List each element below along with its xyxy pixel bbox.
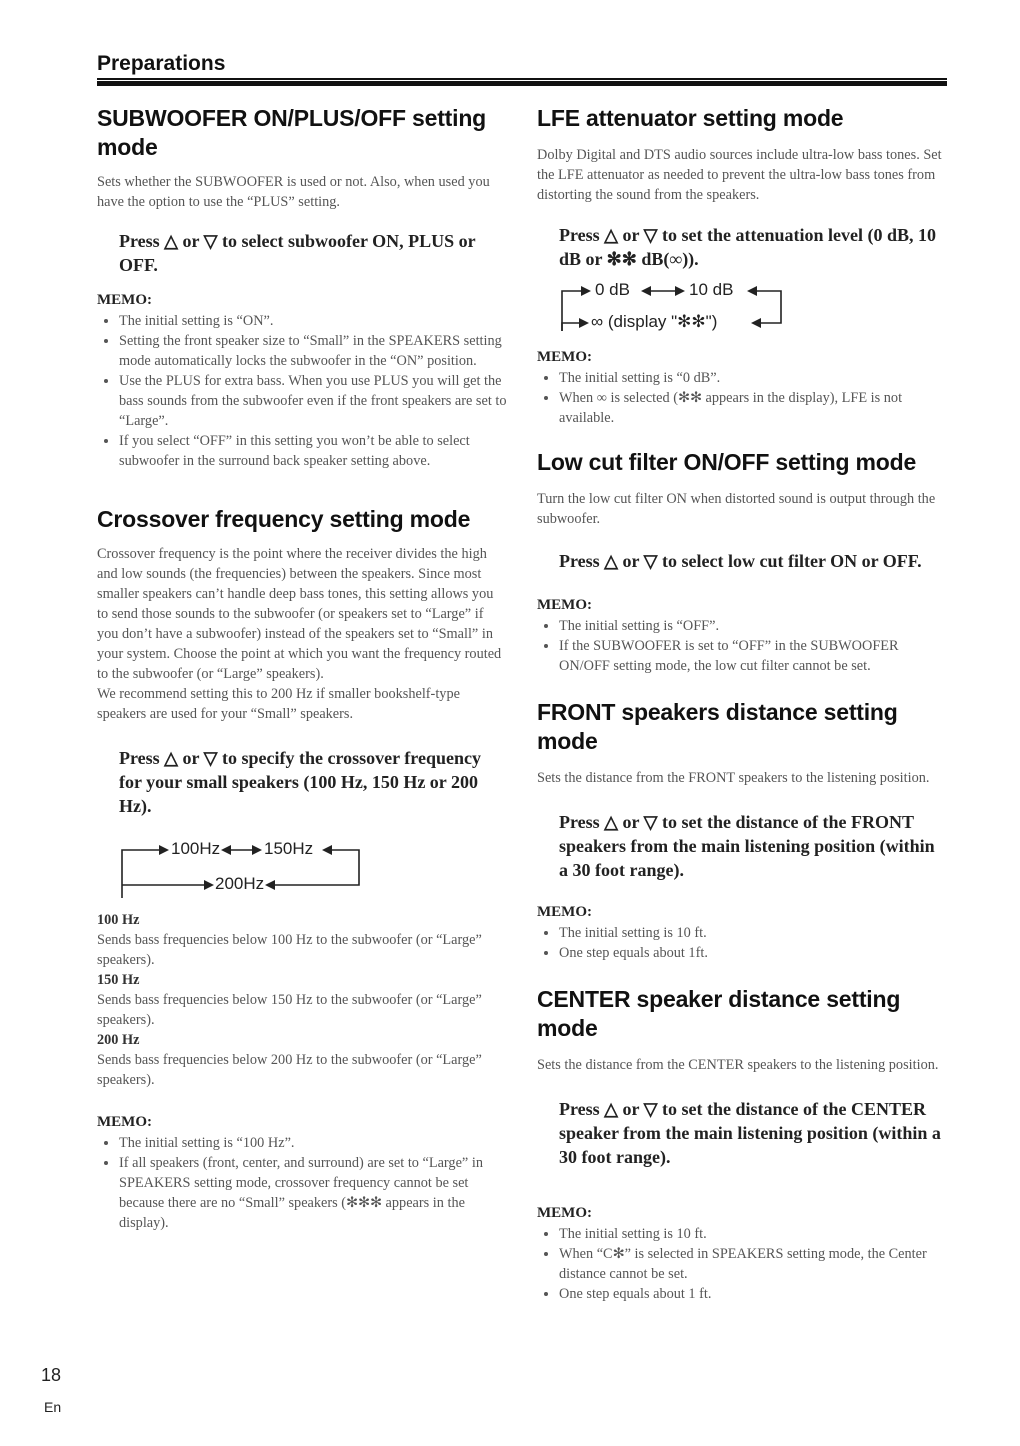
crossover-title: Crossover frequency setting mode xyxy=(97,506,471,532)
memo-item: • The initial setting is 10 ft. xyxy=(559,1224,947,1244)
term-label: 150 Hz xyxy=(97,972,140,988)
lfe-option-10db: 10 dB xyxy=(689,280,734,299)
crossover-step: Press △ or ▽ to specify the crossover frequency for your small speakers (100 Hz, 150 Hz or 200 Hz). xyxy=(119,748,481,816)
crossover-memo-list xyxy=(97,1133,507,1233)
memo-item: • If the SUBWOOFER is set to “OFF” in the SUBWOOFER ON/OFF setting mode, the low cut filter cannot be set. xyxy=(559,636,947,676)
term-desc: Sends bass frequencies below 100 Hz to the subwoofer (or “Large” speakers). xyxy=(97,932,482,968)
subwoofer-memo-list xyxy=(97,311,507,471)
term-label: 100 Hz xyxy=(97,912,140,928)
crossover-body: Crossover frequency is the point where the receiver divides the high and low sounds (the frequencies) between the speakers. Since most smaller speakers can’t handle deep bass tones, this setting allows you to send those sounds to the subwoofer (or speakers set to “Large” if you don’t have a subwoofer) instead of the speakers set to “Small” in your system. Choose the point at which you want the frequency routed to the subwoofer (or “Large” speakers). xyxy=(97,546,502,682)
lfe-step: Press △ or ▽ to set the attenuation level (0 dB, 10 dB or ✻✻ dB(∞)). xyxy=(559,225,936,269)
lowcut-section xyxy=(537,448,947,676)
subwoofer-title: SUBWOOFER ON/PLUS/OFF setting mode xyxy=(97,105,487,160)
memo-item: • When ∞ is selected (✻✻ appears in the display), LFE is not available. xyxy=(559,388,947,428)
header-rule xyxy=(97,78,947,80)
front-distance-body: Sets the distance from the FRONT speakers to the listening position. xyxy=(537,770,930,786)
lowcut-memo-list xyxy=(537,616,947,676)
subwoofer-step: Press △ or ▽ to select subwoofer ON, PLUS or OFF. xyxy=(119,231,476,275)
term-label: 200 Hz xyxy=(97,1032,140,1048)
center-distance-step: Press △ or ▽ to set the distance of the CENTER speaker from the main listening position (within a 30 foot range). xyxy=(559,1099,941,1167)
memo-item: • If you select “OFF” in this setting you won’t be able to select subwoofer in the surround back speaker setting above. xyxy=(119,431,507,471)
subwoofer-section xyxy=(97,104,507,471)
lfe-title: LFE attenuator setting mode xyxy=(537,105,844,131)
lowcut-title: Low cut filter ON/OFF setting mode xyxy=(537,449,917,475)
crossover-option-200: 200Hz xyxy=(215,874,265,893)
memo-item: • Use the PLUS for extra bass. When you use PLUS you will get the bass sounds from the subwoofer even if the front speakers are set to “Large”. xyxy=(119,371,507,431)
lfe-option-infinity: ∞ (display "✻✻") xyxy=(591,312,718,331)
term-desc: Sends bass frequencies below 200 Hz to the subwoofer (or “Large” speakers). xyxy=(97,1052,482,1088)
memo-item: • The initial setting is 10 ft. xyxy=(559,923,947,943)
memo-item: • When “C✻” is selected in SPEAKERS setting mode, the Center distance cannot be set. xyxy=(559,1244,947,1284)
left-column xyxy=(97,104,507,1233)
lowcut-step: Press △ or ▽ to select low cut filter ON or OFF. xyxy=(559,551,922,571)
center-distance-body: Sets the distance from the CENTER speakers to the listening position. xyxy=(537,1057,939,1073)
center-distance-title: CENTER speaker distance setting mode xyxy=(537,986,901,1041)
lowcut-body: Turn the low cut filter ON when distorted sound is output through the subwoofer. xyxy=(537,491,936,527)
header-rule-thick xyxy=(97,81,947,86)
lowcut-memo-title: MEMO: xyxy=(537,597,592,613)
center-memo-list xyxy=(537,1224,947,1304)
lfe-memo-list xyxy=(537,368,947,428)
front-distance-step: Press △ or ▽ to set the distance of the FRONT speakers from the main listening position (within a 30 foot range). xyxy=(559,812,935,880)
memo-item: • The initial setting is “ON”. xyxy=(119,311,507,331)
front-memo-list xyxy=(537,923,947,963)
memo-item: • The initial setting is “100 Hz”. xyxy=(119,1133,507,1153)
center-distance-section xyxy=(537,985,947,1304)
front-distance-section xyxy=(537,698,947,963)
memo-item: • The initial setting is “OFF”. xyxy=(559,616,947,636)
crossover-cycle-diagram xyxy=(119,838,419,902)
crossover-option-100: 100Hz xyxy=(171,839,221,858)
page-language: En xyxy=(44,1399,62,1415)
memo-item: • Setting the front speaker size to “Small” in the SPEAKERS setting mode automatically locks the subwoofer in the “ON” position. xyxy=(119,331,507,371)
crossover-section xyxy=(97,505,507,1233)
lfe-body: Dolby Digital and DTS audio sources include ultra-low bass tones. Set the LFE attenuator as needed to prevent the ultra-low bass tones from distorting the sound from the speakers. xyxy=(537,147,942,203)
term-desc: Sends bass frequencies below 150 Hz to the subwoofer (or “Large” speakers). xyxy=(97,992,482,1028)
lfe-memo-title: MEMO: xyxy=(537,349,592,365)
page-header-title: Preparations xyxy=(97,52,226,75)
front-distance-title: FRONT speakers distance setting mode xyxy=(537,699,898,754)
crossover-memo-title: MEMO: xyxy=(97,1114,152,1130)
front-memo-title: MEMO: xyxy=(537,904,592,920)
right-column xyxy=(537,104,947,1304)
crossover-body-2: We recommend setting this to 200 Hz if smaller bookshelf-type speakers are used for your “Small” speakers. xyxy=(97,686,460,722)
memo-item: • The initial setting is “0 dB”. xyxy=(559,368,947,388)
memo-item: • One step equals about 1 ft. xyxy=(559,1284,947,1304)
lfe-option-0db: 0 dB xyxy=(595,280,630,299)
memo-item: • If all speakers (front, center, and surround) are set to “Large” in SPEAKERS setting mode, crossover frequency cannot be set because there are no “Small” speakers (✻✻✻ appears in the display). xyxy=(119,1153,507,1233)
subwoofer-body: Sets whether the SUBWOOFER is used or not. Also, when used you have the option to use the “PLUS” setting. xyxy=(97,174,490,210)
center-memo-title: MEMO: xyxy=(537,1205,592,1221)
lfe-cycle-diagram xyxy=(559,277,859,343)
crossover-option-150: 150Hz xyxy=(264,839,314,858)
memo-item: • One step equals about 1ft. xyxy=(559,943,947,963)
crossover-term-list xyxy=(97,910,507,1090)
page-number: 18 xyxy=(41,1365,62,1385)
subwoofer-memo-title: MEMO: xyxy=(97,292,152,308)
lfe-section xyxy=(537,104,947,428)
